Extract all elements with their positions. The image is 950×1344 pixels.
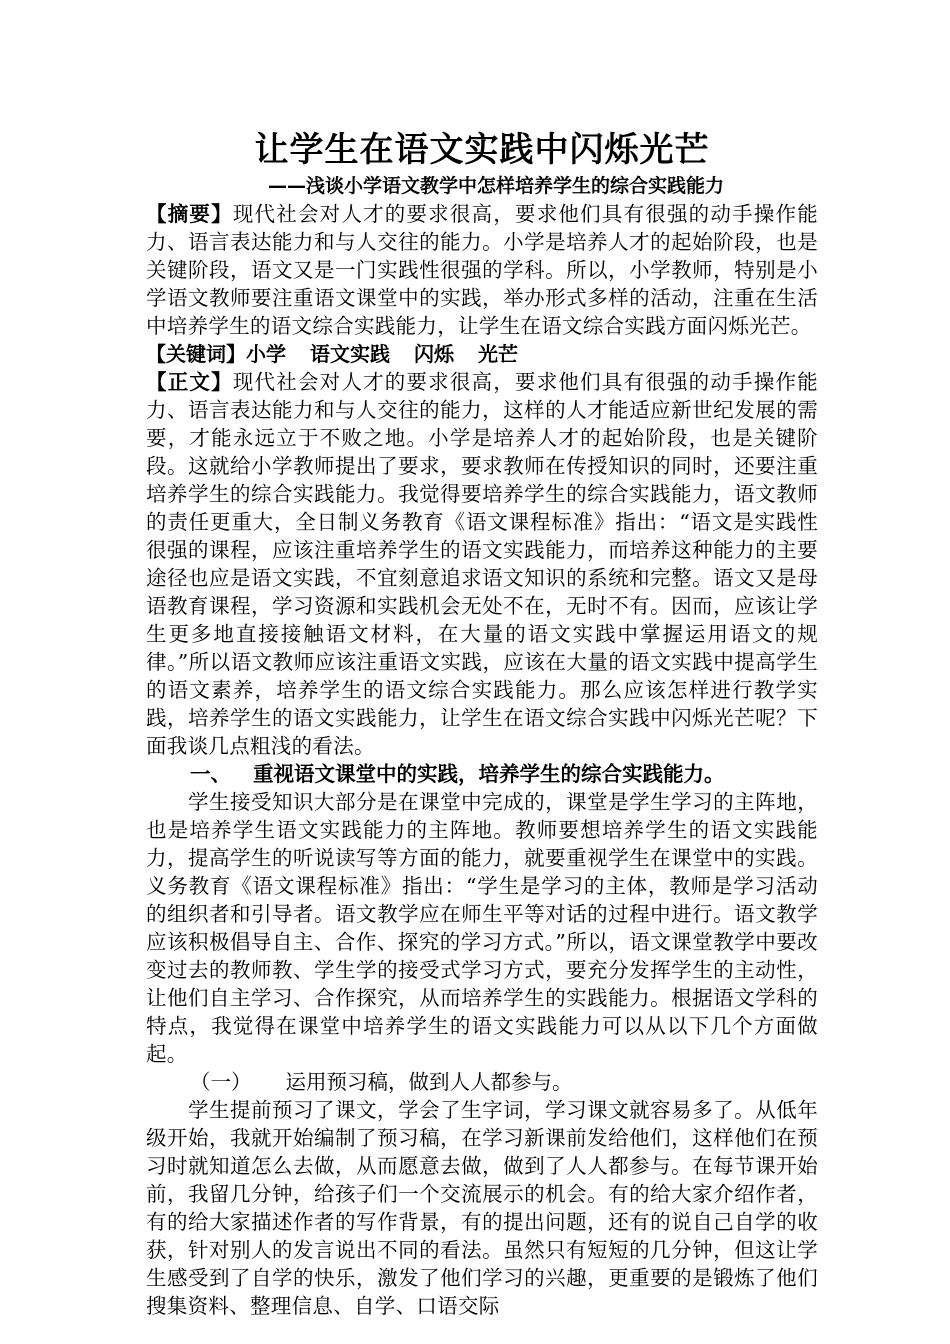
body-label: 【正文】 [146,370,233,394]
subsection-heading-text: 运用预习稿，做到人人都参与。 [285,1070,573,1094]
abstract-text: 现代社会对人才的要求很高，要求他们具有很强的动手操作能力、语言表达能力和与人交往的能力。小学是培养人才的起始阶段，也是关键阶段，语文又是一门实践性很强的学科。所以，小学教师，特别是小学语文教师要注重语文课堂中的实践，举办形式多样的活动，注重在生活中培养学生的语文综合实践能力，让学生在语文综合实践方面闪烁光芒。 [146,202,818,338]
section-number: 一、 [190,762,231,786]
keyword-item: 闪烁 [414,342,454,366]
body-text: 现代社会对人才的要求很高，要求他们具有很强的动手操作能力、语言表达能力和与人交往的能力，这样的人才能适应新世纪发展的需要，才能永远立于不败之地。小学是培养人才的起始阶段，也是关键阶段。这就给小学教师提出了要求，要求教师在传授知识的同时，还要注重培养学生的综合实践能力。我觉得要培养学生的综合实践能力，语文教师的责任更重大，全日制义务教育《语文课程标准》指出：“语文是实践性很强的课程，应该注重培养学生的语文实践能力，而培养这种能力的主要途径也应是语文实践，不宜刻意追求语文知识的系统和完整。语文又是母语教育课程，学习资源和实践机会无处不在，无时不有。因而，应该让学生更多地直接接触语文材料，在大量的语文实践中掌握运用语文的规律。”所以语文教师应该注重语文实践，应该在大量的语文实践中提高学生的语文素养，培养学生的语文综合实践能力。那么应该怎样进行教学实践，培养学生的语文实践能力，让学生在语文综合实践中闪烁光芒呢？下面我谈几点粗浅的看法。 [146,370,818,758]
keywords-label: 【关键词】 [146,342,246,366]
body-paragraph [146,368,818,760]
subsection-paragraph: 学生提前预习了课文，学会了生字词，学习课文就容易多了。从低年级开始，我就开始编制了预习稿，在学习新课前发给他们，这样他们在预习时就知道怎么去做，从而愿意去做，做到了人人都参与。在每节课开始前，我留几分钟，给孩子们一个交流展示的机会。有的给大家介绍作者，有的给大家描述作者的写作背景，有的提出问题，还有的说自己自学的收获，针对别人的发言说出不同的看法。虽然只有短短的几分钟，但这让学生感受到了自学的快乐，激发了他们学习的兴趣，更重要的是锻炼了他们搜集资料、整理信息、自学、口语交际 [146,1098,818,1318]
document-title: 让学生在语文实践中闪烁光芒 [254,130,710,170]
section-heading-text: 重视语文课堂中的实践，培养学生的综合实践能力。 [253,762,725,786]
document-page [146,128,818,1320]
section-heading [146,760,818,788]
keywords-line [146,340,818,368]
subsection-number: （一） [190,1070,252,1094]
keyword-item: 语文实践 [310,342,390,366]
document-subtitle: ——浅谈小学语文教学中怎样培养学生的综合实践能力 [267,175,724,197]
subsection-heading [146,1068,818,1096]
abstract-label: 【摘要】 [146,202,233,226]
abstract-paragraph [146,200,818,340]
section-paragraph: 学生接受知识大部分是在课堂中完成的，课堂是学生学习的主阵地，也是培养学生语文实践能力的主阵地。教师要想培养学生的语文实践能力，提高学生的听说读写等方面的能力，就要重视学生在课堂中的实践。义务教育《语文课程标准》指出：“学生是学习的主体，教师是学习活动的组织者和引导者。语文教学应在师生平等对话的过程中进行。语文教学应该积极倡导自主、合作、探究的学习方式。”所以，语文课堂教学中要改变过去的教师教、学生学的接受式学习方式，要充分发挥学生的主动性，让他们自主学习、合作探究，从而培养学生的实践能力。根据语文学科的特点，我觉得在课堂中培养学生的语文实践能力可以从以下几个方面做起。 [146,790,818,1066]
keyword-item: 小学 [246,342,286,366]
keyword-item: 光芒 [478,342,518,366]
